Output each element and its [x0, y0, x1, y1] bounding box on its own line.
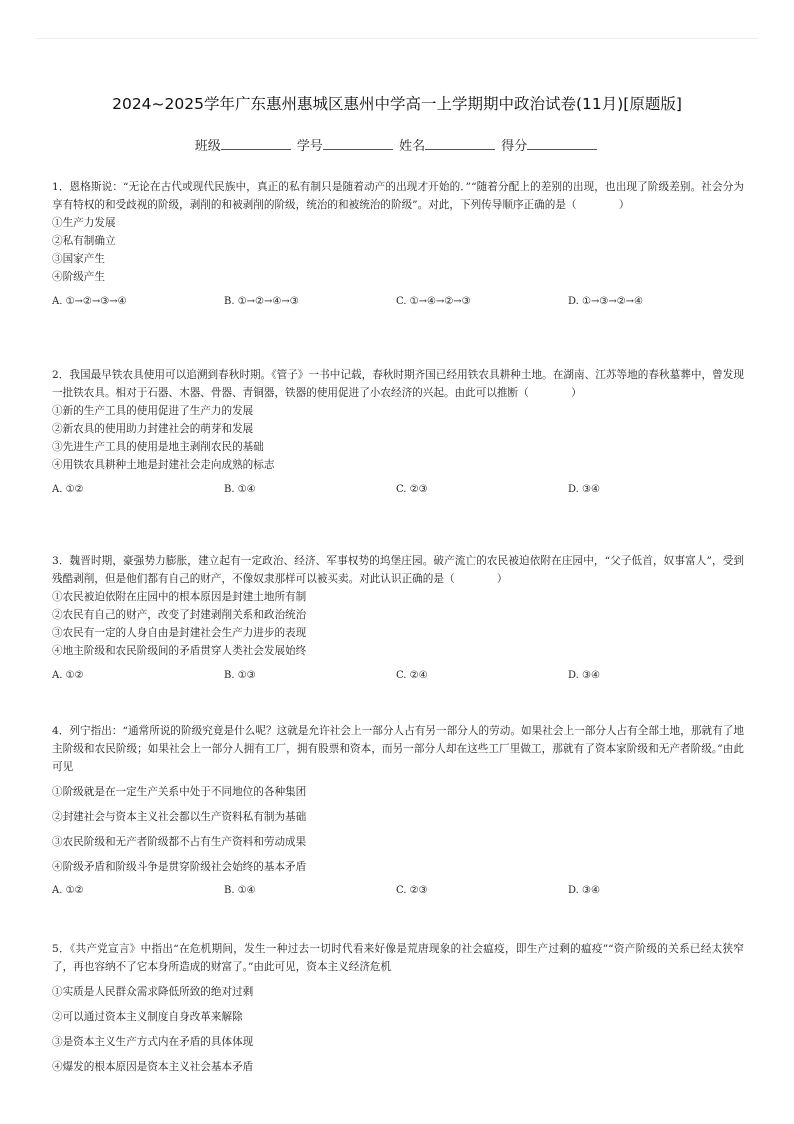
statement-item: ①实质是人民群众需求降低所致的绝对过剩 [52, 986, 254, 998]
choice-a[interactable]: A. ①② [52, 670, 84, 681]
statement-item: ①新的生产工具的使用促进了生产力的发展 [52, 405, 254, 417]
statement-item: ③先进生产工具的使用是地主剥削农民的基础 [52, 441, 264, 453]
statement-item: ④阶级矛盾和阶级斗争是贯穿阶级社会始终的基本矛盾 [52, 861, 307, 873]
statement-item: ①阶级就是在一定生产关系中处于不同地位的各种集团 [52, 786, 307, 798]
question-4 [52, 722, 744, 900]
choice-c[interactable]: C. ②③ [396, 885, 428, 896]
statement-item: ③农民阶级和无产者阶级都不占有生产资料和劳动成果 [52, 836, 307, 848]
statement-item: ②可以通过资本主义制度自身改革来解除 [52, 1011, 243, 1023]
statement-item: ①生产力发展 [52, 217, 116, 229]
choice-c[interactable]: C. ①→④→②→③ [396, 296, 471, 307]
score-blank[interactable] [527, 137, 597, 150]
choice-c[interactable]: C. ②③ [396, 484, 428, 495]
choice-c[interactable]: C. ②④ [396, 670, 428, 681]
choice-b[interactable]: B. ①④ [224, 484, 256, 495]
question-stem: 3．魏晋时期，豪强势力膨胀，建立起有一定政治、经济、军事权势的坞堡庄园。破产流亡的农民被迫依附在庄园中，“父子低首，奴事富人”，受到残酷剥削，但是他们都有自己的财产，不像奴隶那样可以被买卖。对此认识正确的是（ ） [52, 555, 744, 585]
answer-choices [52, 667, 744, 685]
statement-item: ③国家产生 [52, 253, 105, 265]
statement-item: ③是资本主义生产方式内在矛盾的具体体现 [52, 1036, 254, 1048]
statement-item: ①农民被迫依附在庄园中的根本原因是封建土地所有制 [52, 591, 307, 603]
answer-choices [52, 882, 744, 900]
class-blank[interactable] [221, 137, 291, 150]
name-blank[interactable] [425, 137, 495, 150]
statement-item: ④用铁农具耕种土地是封建社会走向成熟的标志 [52, 459, 275, 471]
question-5 [52, 940, 744, 1080]
choice-a[interactable]: A. ①② [52, 885, 84, 896]
statement-item: ②私有制确立 [52, 235, 116, 247]
name-label: 姓名 [399, 139, 426, 154]
question-1 [52, 178, 744, 311]
choice-a[interactable]: A. ①② [52, 484, 84, 495]
question-stem: 2．我国最早铁农具使用可以追溯到春秋时期。《管子》一书中记载，春秋时期齐国已经用铁农具耕种土地。在湖南、江苏等地的春秋墓葬中，曾发现一批铁农具。相对于石器、木器、骨器、青铜器，铁器的使用促进了小农经济的兴起。由此可以推断（ ） [52, 369, 744, 399]
statement-item: ④爆发的根本原因是资本主义社会基本矛盾 [52, 1061, 254, 1073]
exam-title: 2024~2025学年广东惠州惠城区惠州中学高一上学期期中政治试卷(11月)[原题版] [112, 95, 682, 113]
statement-item: ③农民有一定的人身自由是封建社会生产力进步的表现 [52, 627, 307, 639]
statement-item: ②新农具的使用助力封建社会的萌芽和发展 [52, 423, 254, 435]
score-label: 得分 [501, 139, 528, 154]
choice-a[interactable]: A. ①→②→③→④ [52, 296, 127, 307]
choice-d[interactable]: D. ③④ [568, 670, 600, 681]
choice-d[interactable]: D. ①→③→②→④ [568, 296, 644, 307]
student-number-blank[interactable] [323, 137, 393, 150]
student-info-row [0, 135, 794, 154]
choice-d[interactable]: D. ③④ [568, 885, 600, 896]
choice-b[interactable]: B. ①③ [224, 670, 256, 681]
class-label: 班级 [194, 139, 221, 154]
statement-item: ②农民有自己的财产，改变了封建剥削关系和政治统治 [52, 609, 307, 621]
top-divider [36, 38, 758, 39]
student-number-label: 学号 [296, 139, 323, 154]
answer-choices [52, 481, 744, 499]
choice-d[interactable]: D. ③④ [568, 484, 600, 495]
question-stem: 5．《共产党宣言》中指出“在危机期间，发生一种过去一切时代看来好像是荒唐现象的社会瘟疫，即生产过剩的瘟疫”“资产阶级的关系已经太狭窄了，再也容纳不了它本身所造成的财富了。”由此可见，资本主义经济危机 [52, 943, 744, 973]
statement-item: ④阶级产生 [52, 271, 105, 283]
question-stem: 1．恩格斯说：“无论在古代或现代民族中，真正的私有制只是随着动产的出现才开始的．”“随着分配上的差别的出现，也出现了阶级差别。社会分为享有特权的和受歧视的阶级，剥削的和被剥削的阶级，统治的和被统治的阶级”。对此，下列传导顺序正确的是（ ） [52, 181, 744, 211]
choice-b[interactable]: B. ①→②→④→③ [224, 296, 299, 307]
statement-item: ②封建社会与资本主义社会都以生产资料私有制为基础 [52, 811, 307, 823]
question-stem: 4．列宁指出：“通常所说的阶级究竟是什么呢？这就是允许社会上一部分人占有另一部分人的劳动。如果社会上一部分人占有全部土地，那就有了地主阶级和农民阶级；如果社会上一部分人拥有工厂，拥有股票和资本，而另一部分人却在这些工厂里做工，那就有了资本家阶级和无产者阶级。”由此可见 [52, 725, 744, 773]
question-2 [52, 366, 744, 499]
answer-choices [52, 293, 744, 311]
statement-item: ④地主阶级和农民阶级间的矛盾贯穿人类社会发展始终 [52, 645, 307, 657]
question-3 [52, 552, 744, 685]
choice-b[interactable]: B. ①④ [224, 885, 256, 896]
